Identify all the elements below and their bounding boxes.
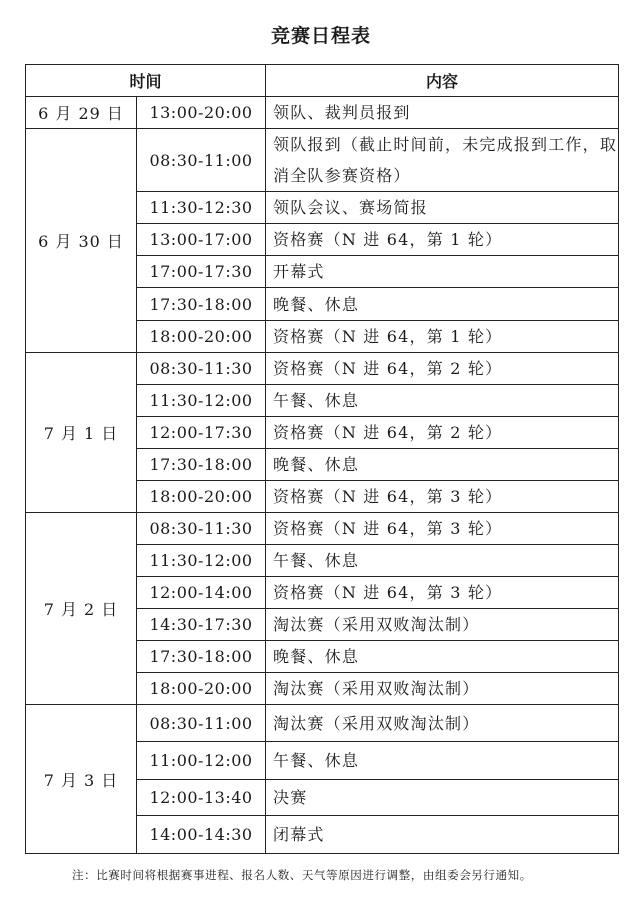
content-cell: 晚餐、休息 <box>266 288 619 320</box>
table-row <box>26 352 619 384</box>
date-cell: 7 月 3 日 <box>26 705 137 854</box>
date-cell: 7 月 2 日 <box>26 513 137 705</box>
time-cell: 17:30-18:00 <box>137 641 266 673</box>
content-cell: 资格赛（N 进 64，第 3 轮） <box>266 513 619 545</box>
time-cell: 12:00-17:30 <box>137 416 266 448</box>
content-cell: 资格赛（N 进 64，第 3 轮） <box>266 577 619 609</box>
time-cell: 17:00-17:30 <box>137 256 266 288</box>
time-cell: 18:00-20:00 <box>137 320 266 352</box>
time-cell: 13:00-20:00 <box>137 97 266 129</box>
time-cell: 08:30-11:00 <box>137 129 266 192</box>
schedule-table <box>25 64 619 854</box>
content-cell: 开幕式 <box>266 256 619 288</box>
content-cell: 决赛 <box>266 779 619 815</box>
time-cell: 11:00-12:00 <box>137 741 266 779</box>
content-cell: 资格赛（N 进 64，第 3 轮） <box>266 480 619 512</box>
time-cell: 08:30-11:30 <box>137 513 266 545</box>
time-cell: 18:00-20:00 <box>137 480 266 512</box>
content-cell: 午餐、休息 <box>266 384 619 416</box>
time-cell: 11:30-12:00 <box>137 545 266 577</box>
content-cell: 淘汰赛（采用双败淘汰制） <box>266 609 619 641</box>
time-cell: 11:30-12:30 <box>137 192 266 224</box>
time-cell: 12:00-13:40 <box>137 779 266 815</box>
date-cell: 6 月 30 日 <box>26 129 137 353</box>
content-cell: 资格赛（N 进 64，第 2 轮） <box>266 416 619 448</box>
content-cell: 晚餐、休息 <box>266 448 619 480</box>
content-cell: 资格赛（N 进 64，第 2 轮） <box>266 352 619 384</box>
time-cell: 11:30-12:00 <box>137 384 266 416</box>
content-cell: 闭幕式 <box>266 815 619 853</box>
time-cell: 17:30-18:00 <box>137 288 266 320</box>
schedule-body <box>26 97 619 854</box>
content-cell: 午餐、休息 <box>266 545 619 577</box>
content-cell: 领队、裁判员报到 <box>266 97 619 129</box>
table-row <box>26 513 619 545</box>
time-cell: 14:30-17:30 <box>137 609 266 641</box>
time-cell: 17:30-18:00 <box>137 448 266 480</box>
table-row <box>26 97 619 129</box>
time-cell: 12:00-14:00 <box>137 577 266 609</box>
content-cell: 午餐、休息 <box>266 741 619 779</box>
footnote: 注：比赛时间将根据赛事进程、报名人数、天气等原因进行调整，由组委会另行通知。 <box>72 868 532 882</box>
table-row <box>26 129 619 192</box>
time-cell: 18:00-20:00 <box>137 673 266 705</box>
date-cell: 6 月 29 日 <box>26 97 137 129</box>
time-cell: 14:00-14:30 <box>137 815 266 853</box>
content-cell: 资格赛（N 进 64，第 1 轮） <box>266 320 619 352</box>
header-content: 内容 <box>266 65 619 97</box>
date-cell: 7 月 1 日 <box>26 352 137 512</box>
table-header-row <box>26 65 619 97</box>
content-cell: 领队报到（截止时间前，未完成报到工作，取消全队参赛资格） <box>266 129 619 192</box>
time-cell: 08:30-11:30 <box>137 352 266 384</box>
content-cell: 淘汰赛（采用双败淘汰制） <box>266 705 619 741</box>
content-cell: 资格赛（N 进 64，第 1 轮） <box>266 224 619 256</box>
header-time: 时间 <box>26 65 266 97</box>
table-row <box>26 705 619 741</box>
content-cell: 领队会议、赛场简报 <box>266 192 619 224</box>
content-cell: 晚餐、休息 <box>266 641 619 673</box>
time-cell: 13:00-17:00 <box>137 224 266 256</box>
content-cell: 淘汰赛（采用双败淘汰制） <box>266 673 619 705</box>
page-title: 竞赛日程表 <box>270 25 371 47</box>
time-cell: 08:30-11:00 <box>137 705 266 741</box>
